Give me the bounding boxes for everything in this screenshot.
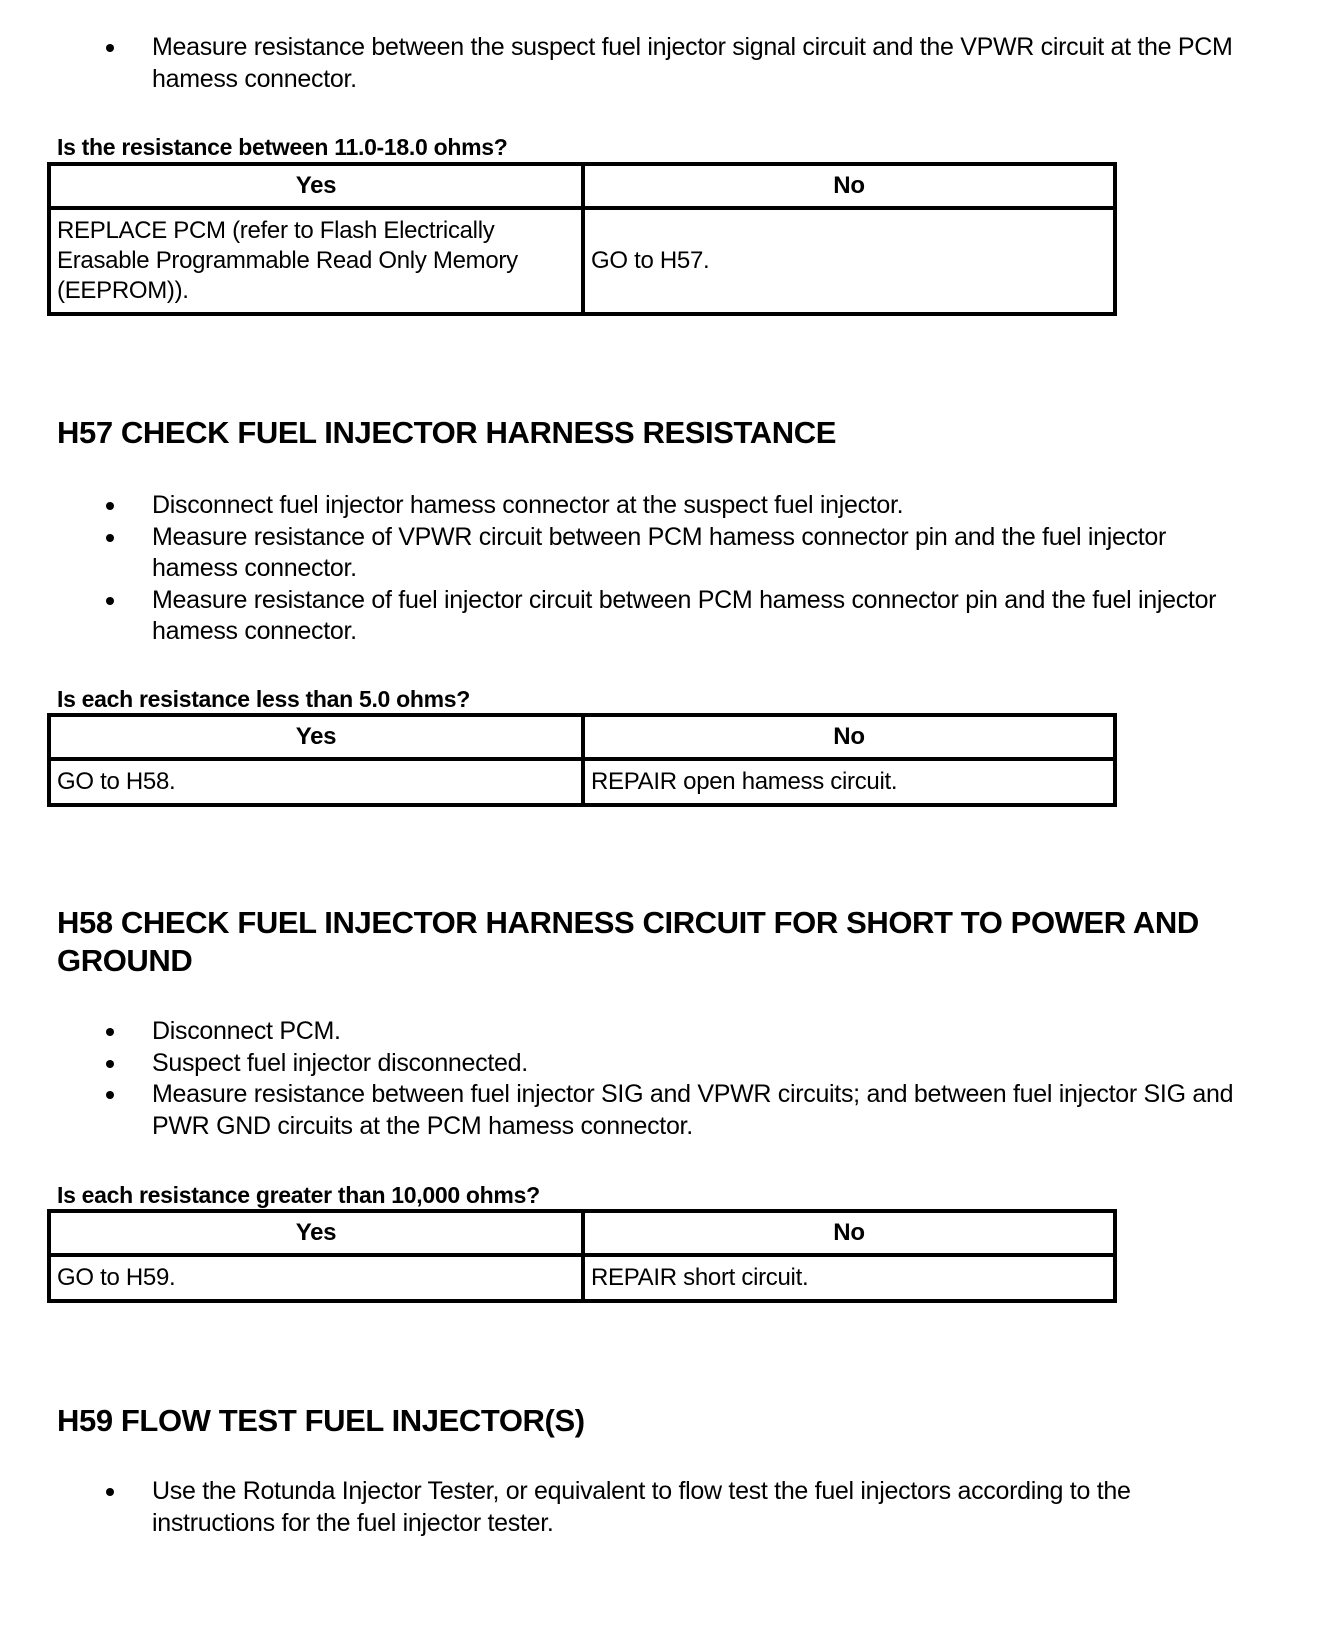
bullet-text: Disconnect PCM.	[152, 1017, 341, 1045]
yes-no-table	[47, 162, 1117, 316]
table-row	[49, 208, 1115, 314]
question-label: Is each resistance less than 5.0 ohms?	[57, 686, 471, 712]
no-cell: REPAIR open hamess circuit.	[583, 759, 1115, 805]
h58-bullet-list	[0, 1016, 1252, 1142]
table-row	[49, 1255, 1115, 1301]
table-row	[49, 759, 1115, 805]
no-cell: GO to H57.	[583, 208, 1115, 314]
bullet-item	[0, 1016, 1252, 1048]
question-label: Is the resistance between 11.0-18.0 ohms?	[57, 134, 508, 160]
bullet-icon	[106, 1488, 114, 1496]
yes-cell: REPLACE PCM (refer to Flash Electrically Erasable Programmable Read Only Memory (EEPROM)).	[49, 208, 583, 314]
bullet-icon	[106, 502, 114, 510]
bullet-text: Measure resistance of fuel injector circuit between PCM hamess connector pin and the fuel injector hamess connector.	[152, 585, 1217, 645]
question-label: Is each resistance greater than 10,000 ohms?	[57, 1182, 540, 1208]
bullet-text: Measure resistance between fuel injector SIG and VPWR circuits; and between fuel injector SIG and PWR GND circuits at the PCM hamess connector.	[152, 1080, 1234, 1140]
bullet-icon	[106, 1060, 114, 1068]
h59-bullet-list	[0, 1476, 1252, 1539]
table-header-no: No	[583, 164, 1115, 208]
yes-no-table	[47, 713, 1117, 807]
bullet-icon	[106, 1091, 114, 1099]
yes-cell: GO to H58.	[49, 759, 583, 805]
bullet-icon	[106, 534, 114, 542]
bullet-text: Disconnect fuel injector hamess connector at the suspect fuel injector.	[152, 491, 904, 519]
no-cell: REPAIR short circuit.	[583, 1255, 1115, 1301]
bullet-icon	[106, 44, 114, 52]
bullet-item	[0, 490, 1252, 522]
table-header-yes: Yes	[49, 715, 583, 759]
bullet-text: Use the Rotunda Injector Tester, or equivalent to flow test the fuel injectors according to the instructions for the fuel injector tester.	[152, 1477, 1131, 1537]
bullet-item	[0, 1048, 1252, 1080]
section-heading-h57: H57 CHECK FUEL INJECTOR HARNESS RESISTANCE	[57, 415, 836, 450]
bullet-item	[0, 1079, 1252, 1142]
bullet-item	[0, 585, 1252, 648]
table-header-no: No	[583, 715, 1115, 759]
h57-bullet-list	[0, 490, 1252, 648]
intro-bullet-list	[0, 32, 1252, 95]
section-heading-h58: H58 CHECK FUEL INJECTOR HARNESS CIRCUIT FOR SHORT TO POWER AND GROUND	[57, 905, 1199, 978]
bullet-text: Measure resistance between the suspect fuel injector signal circuit and the VPWR circuit at the PCM hamess connector.	[152, 33, 1233, 93]
bullet-item	[0, 522, 1252, 585]
bullet-text: Measure resistance of VPWR circuit between PCM hamess connector pin and the fuel injector hamess connector.	[152, 522, 1167, 582]
table-header-yes: Yes	[49, 1211, 583, 1255]
bullet-text: Suspect fuel injector disconnected.	[152, 1048, 528, 1077]
bullet-icon	[106, 1028, 114, 1036]
table-header-no: No	[583, 1211, 1115, 1255]
bullet-icon	[106, 597, 114, 605]
yes-no-table	[47, 1209, 1117, 1303]
table-header-yes: Yes	[49, 164, 583, 208]
bullet-item	[0, 32, 1252, 95]
section-heading-h59: H59 FLOW TEST FUEL INJECTOR(S)	[57, 1403, 585, 1438]
yes-cell: GO to H59.	[49, 1255, 583, 1301]
bullet-item	[0, 1476, 1252, 1539]
